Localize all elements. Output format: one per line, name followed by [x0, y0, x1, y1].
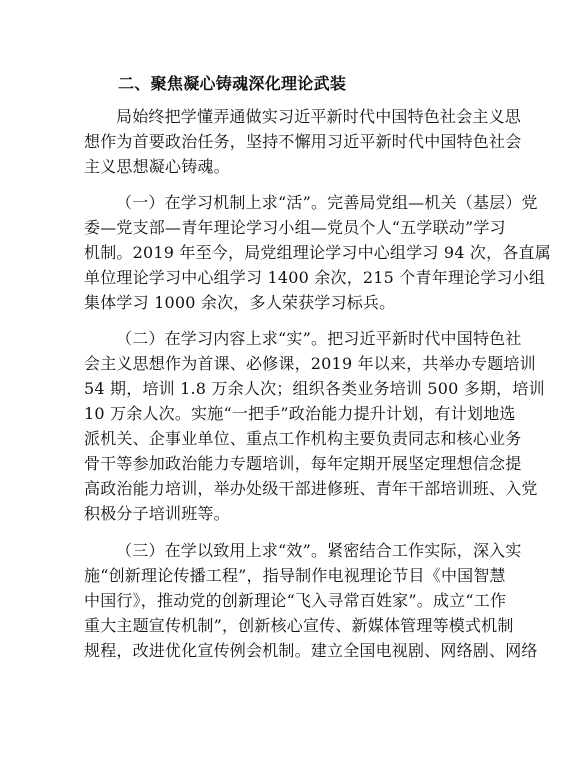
paragraph-2-line-2: 委—党支部—青年理论学习小组—党员个人“五学联动”学习 [84, 218, 506, 237]
section-heading: 二、聚焦凝心铸魂深化理论武装 [118, 74, 347, 93]
paragraph-3-line-3: 54 期，培训 1.8 万余人次；组织各类业务培训 500 多期，培训 [84, 379, 545, 398]
paragraph-3-line-1: （二）在学习内容上求“实”。把习近平新时代中国特色社 [116, 329, 522, 348]
paragraph-2-line-3: 机制。2019 年至今，局党组理论学习中心组学习 94 次，各直属 [84, 243, 551, 262]
paragraph-3-line-6: 骨干等参加政治能力专题培训，每年定期开展坚定理想信念提 [84, 454, 522, 473]
paragraph-4-line-1: （三）在学以致用上求“效”。紧密结合工作实际，深入实 [116, 541, 522, 560]
paragraph-1-line-1: 局始终把学懂弄通做实习近平新时代中国特色社会主义思 [116, 107, 522, 126]
paragraph-1-line-3: 主义思想凝心铸魂。 [84, 157, 230, 176]
paragraph-3-line-8: 积极分子培训班等。 [84, 504, 230, 523]
paragraph-3-line-2: 会主义思想作为首课、必修课，2019 年以来，共举办专题培训 [84, 354, 536, 373]
paragraph-1-line-2: 想作为首要政治任务，坚持不懈用习近平新时代中国特色社会 [84, 132, 522, 151]
paragraph-2-line-1: （一）在学习机制上求“活”。完善局党组—机关（基层）党 [116, 193, 538, 212]
paragraph-2-line-4: 单位理论学习中心组学习 1400 余次，215 个青年理论学习小组 [84, 268, 546, 287]
paragraph-4-line-2: 施“创新理论传播工程”，指导制作电视理论节目《中国智慧 [84, 566, 506, 585]
paragraph-4-line-5: 规程，改进优化宣传例会机制。建立全国电视剧、网络剧、网络 [84, 641, 538, 660]
paragraph-3-line-4: 10 万余人次。实施“一把手”政治能力提升计划，有计划地选 [84, 404, 516, 423]
paragraph-3-line-7: 高政治能力培训，举办处级干部进修班、青年干部培训班、入党 [84, 479, 538, 498]
paragraph-4-line-3: 中国行》，推动党的创新理论“飞入寻常百姓家”。成立“工作 [84, 591, 507, 610]
paragraph-4-line-4: 重大主题宣传机制”，创新核心宣传、新媒体管理等模式机制 [84, 616, 514, 635]
paragraph-2-line-5: 集体学习 1000 余次，多人荣获学习标兵。 [84, 293, 396, 312]
paragraph-3-line-5: 派机关、企事业单位、重点工作机构主要负责同志和核心业务 [84, 429, 522, 448]
